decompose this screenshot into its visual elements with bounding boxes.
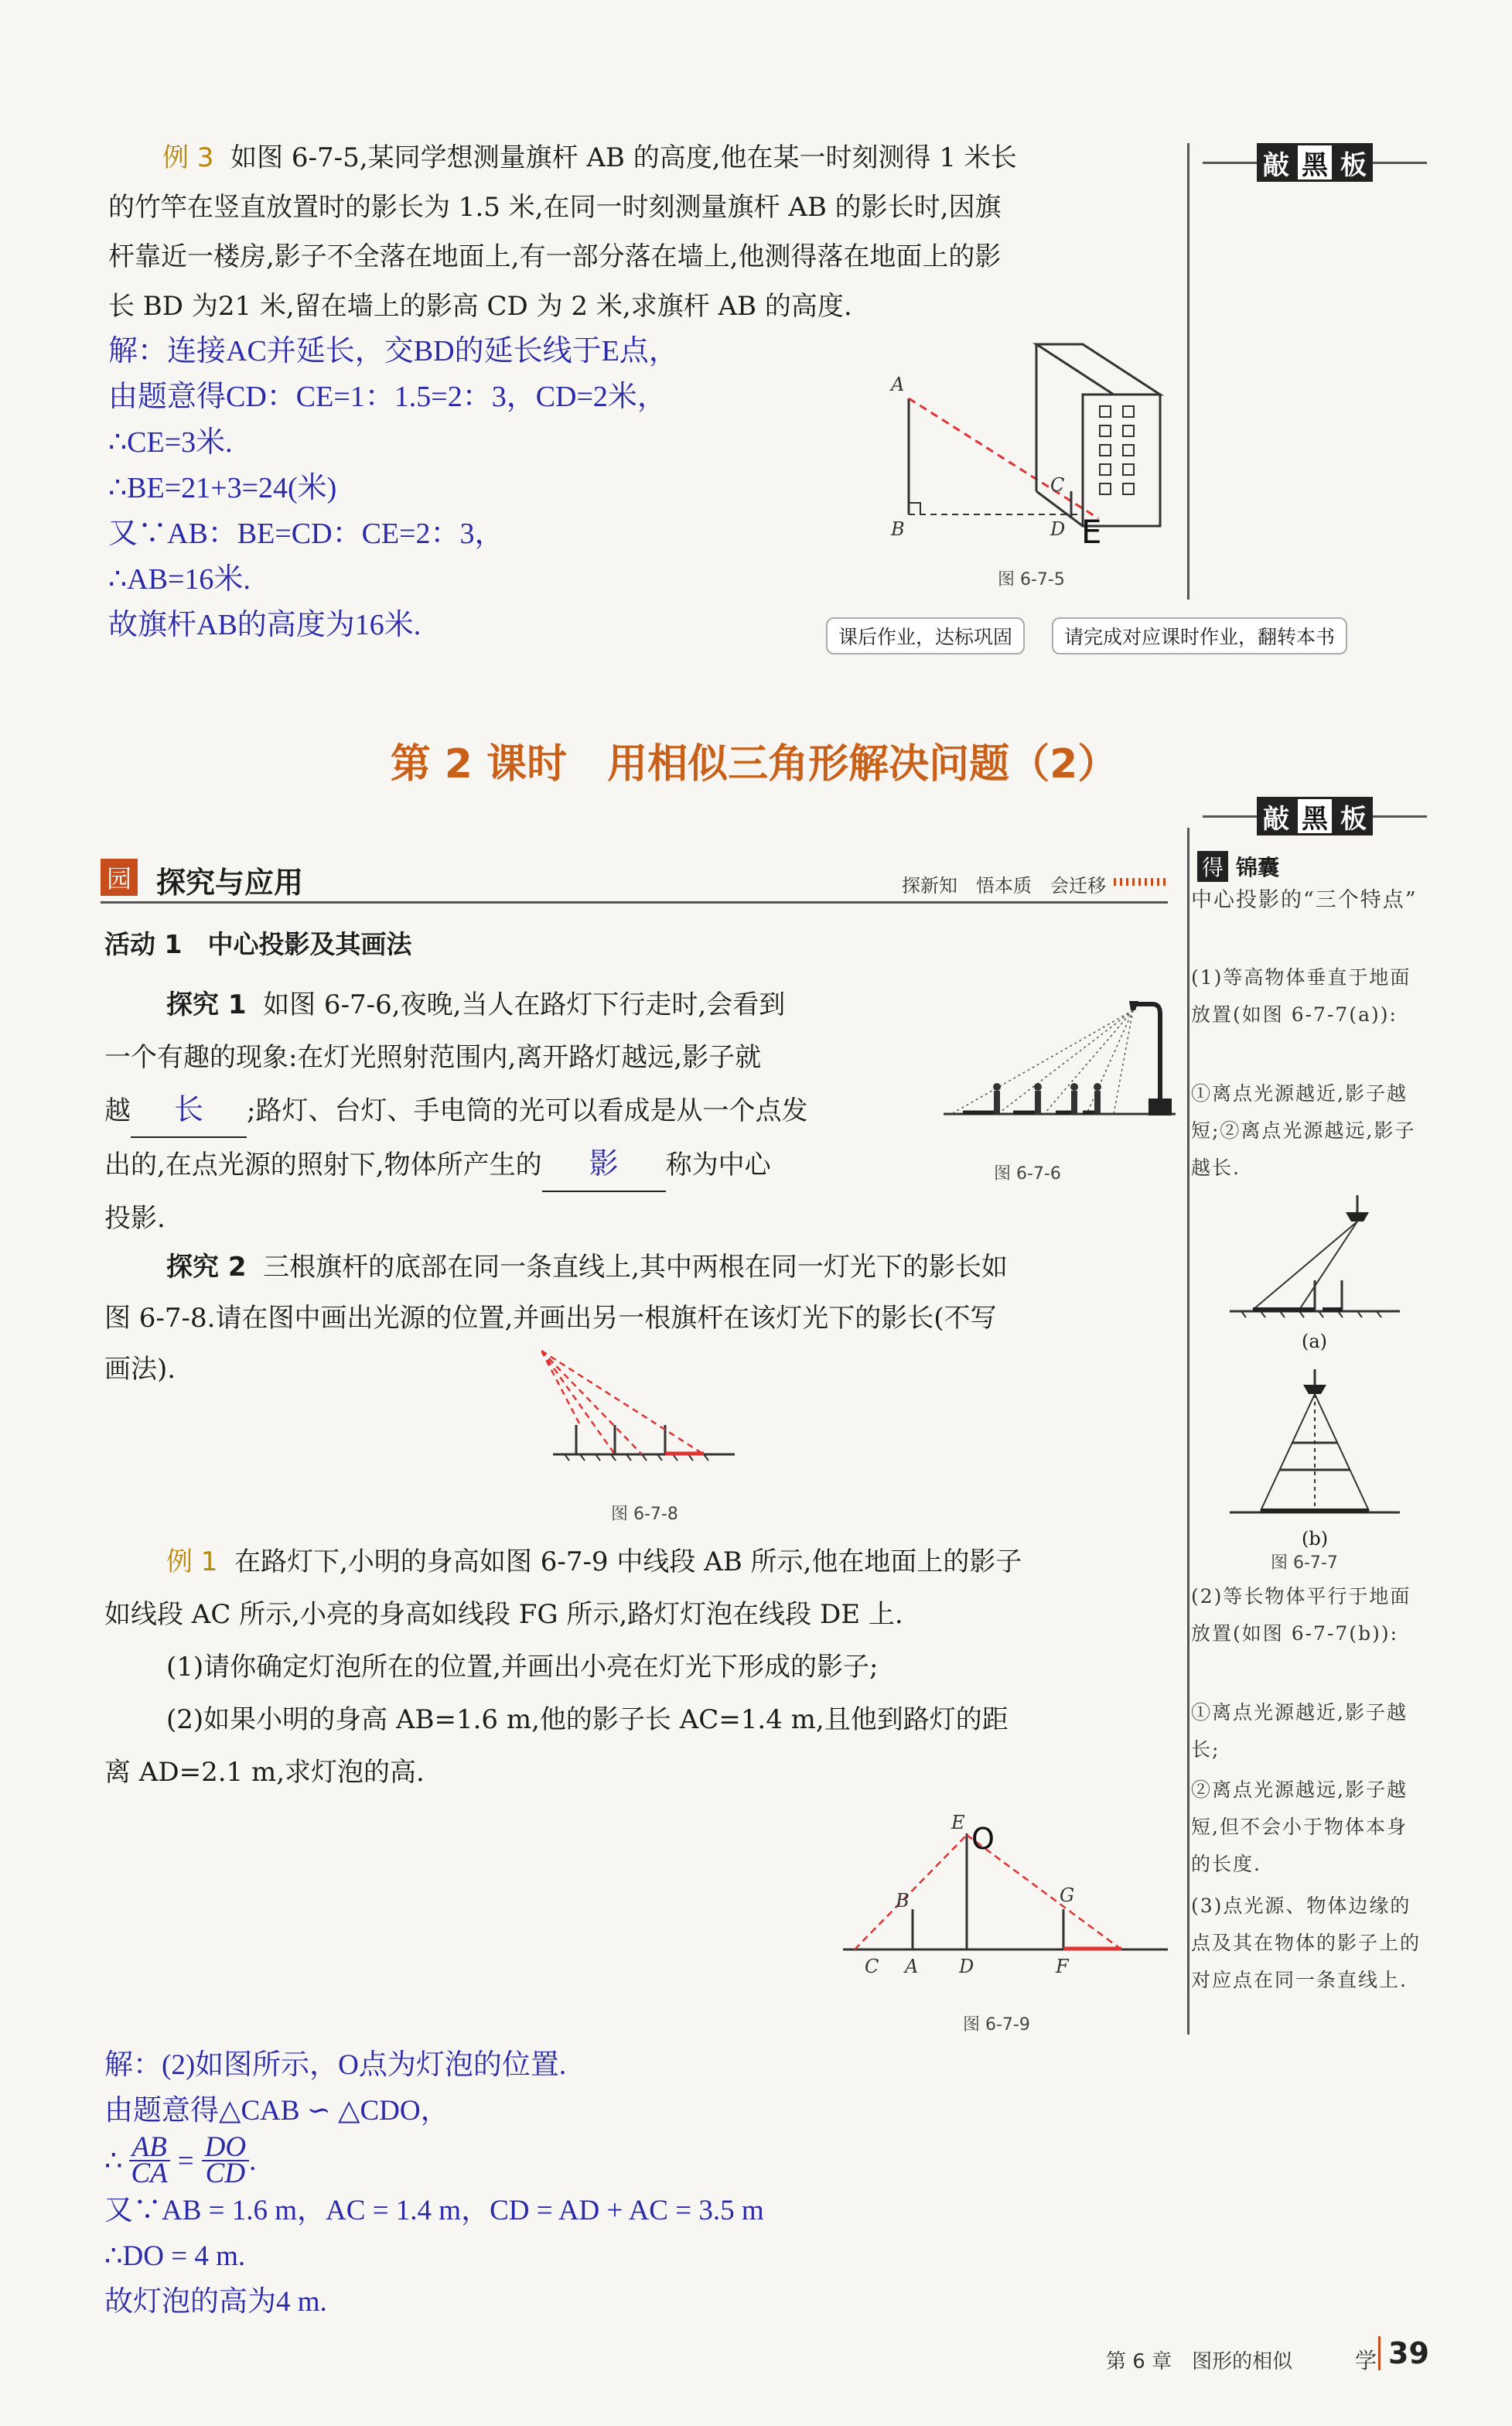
example1-question2: (2)如果小明的身高 AB=1.6 m,他的影子长 AC=1.4 m,且他到路灯的距 [166, 1704, 1009, 1735]
solution-line: ∴BE=21+3=24(米) [108, 472, 337, 504]
figure-6-7-6-caption: 图 6-7-6 [994, 1164, 1061, 1184]
knock-char: 黑 [1295, 797, 1334, 835]
lesson-title: 第 2 课时 用相似三角形解决问题（2） [390, 741, 1118, 788]
solution-line: 又∵AB = 1.6 m，AC = 1.4 m，CD = AD + AC = 3.5 m [104, 2195, 764, 2226]
example1-problem [104, 1536, 1172, 1799]
figure-6-7-5 [874, 333, 1183, 603]
blank-2: 影 [542, 1138, 666, 1192]
frac-den: CD [205, 2158, 246, 2189]
label-A: A [905, 1956, 919, 1977]
explore1-line: 一个有趣的现象:在灯光照射范围内,离开路灯越远,影子就 [104, 1042, 762, 1073]
explore2-line: 图 6-7-8.请在图中画出光源的位置,并画出另一根旗杆在该灯光下的影长(不写 [104, 1303, 997, 1334]
fig-a-label: (a) [1302, 1331, 1328, 1352]
homework-note: 请完成对应课时作业，翻转本书 [1052, 617, 1347, 654]
knock-board-top [1203, 143, 1427, 182]
figure-6-7-6 [936, 990, 1183, 1129]
example3-problem [108, 133, 1176, 331]
figure-6-7-5-caption: 图 6-7-5 [998, 570, 1065, 589]
solution-line: 又∵AB：BE=CD：CE=2：3， [108, 518, 504, 550]
label-C: C [865, 1956, 879, 1977]
knock-char: 板 [1334, 797, 1373, 835]
tips-p1b: ①离点光源越近,影子越短;②离点光源越远,影子越长. [1191, 1082, 1416, 1179]
solution-line: 解：(2)如图所示，O点为灯泡的位置. [104, 2049, 567, 2081]
solution-line: ∴AB=16米. [108, 563, 251, 596]
solution-line [104, 2131, 1172, 2189]
example1-solution [104, 2042, 1172, 2325]
example3-line1: 如图 6-7-5,某同学想测量旗杆 AB 的高度,他在某一时刻测得 1 米长 [230, 142, 1017, 173]
example1-line: 在路灯下,小明的身高如图 6-7-9 中线段 AB 所示,他在地面上的影子 [234, 1546, 1022, 1577]
explore1-line: 投影. [104, 1203, 166, 1234]
homework-pill: 课后作业，达标巩固 [826, 617, 1025, 654]
explore1-line: 出的,在点光源的照射下,物体所产生的 [104, 1150, 542, 1181]
frac-den: CA [131, 2158, 168, 2189]
solution-line: ∴CE=3米. [108, 426, 233, 459]
label-E: E [951, 1812, 965, 1833]
example1-question2: 离 AD=2.1 m,求灯泡的高. [104, 1757, 425, 1788]
figure-6-7-7b [1222, 1369, 1408, 1532]
figure-6-7-8 [541, 1346, 742, 1470]
explore1-line: 称为中心 [665, 1150, 771, 1181]
tips-p2: (2)等长物体平行于地面放置(如图 6-7-7(b)): [1191, 1585, 1411, 1645]
page-number: 39 [1378, 2336, 1429, 2370]
tips-p2a: ①离点光源越近,影子越长; [1191, 1701, 1408, 1761]
figure-6-7-9-caption: 图 6-7-9 [963, 2015, 1030, 2035]
section-title: 探究与应用 [156, 866, 304, 900]
knock-board-bottom [1203, 797, 1427, 835]
frac-num: AB [129, 2135, 170, 2161]
explore1 [104, 979, 909, 1245]
solution-line: 解：连接AC并延长，交BD的延长线于E点， [108, 335, 678, 367]
label-B: B [896, 1890, 910, 1912]
section-header [101, 855, 1168, 904]
solution-line: 故灯泡的高为4 m. [104, 2286, 327, 2318]
tips-header [1197, 851, 1279, 882]
period: . [249, 2144, 257, 2177]
tips-p1: (1)等高物体垂直于地面放置(如图 6-7-7(a)): [1191, 966, 1411, 1026]
explore1-line: 如图 6-7-6,夜晚,当人在路灯下行走时,会看到 [263, 989, 786, 1020]
explore1-label: 探究 1 [166, 989, 247, 1020]
sidebar-rule [1187, 828, 1189, 2035]
solution-line: 由题意得△CAB ∽ △CDO， [104, 2095, 449, 2127]
tips-title: 锦囊 [1236, 855, 1280, 880]
example3-line2: 的竹竿在竖直放置时的影长为 1.5 米,在同一时刻测量旗杆 AB 的影长时,因旗 [108, 192, 1002, 223]
example1-line: 如线段 AC 所示,小亮的身高如线段 FG 所示,路灯灯泡在线段 DE 上. [104, 1599, 903, 1630]
sidebar-rule [1187, 143, 1189, 600]
figure-6-7-9 [835, 1810, 1176, 1996]
blank-1: 长 [131, 1084, 247, 1138]
figure-6-7-7-caption: 图 6-7-7 [1271, 1553, 1338, 1573]
section-tagline: 探新知 悟本质 会迁移 [902, 875, 1106, 897]
solution-line: 故旗杆AB的高度为16米. [108, 609, 422, 641]
label-E: E [1081, 513, 1102, 551]
explore1-line: 越 [104, 1095, 131, 1126]
equals-sign: = [177, 2144, 194, 2177]
knock-char: 黑 [1295, 143, 1334, 182]
example1-question1: (1)请你确定灯泡所在的位置,并画出小亮在灯光下形成的影子; [166, 1652, 879, 1683]
explore2-line: 三根旗杆的底部在同一条直线上,其中两根在同一灯光下的影长如 [263, 1252, 1008, 1283]
solution-line: 由题意得CD：CE=1：1.5=2：3，CD=2米， [108, 381, 667, 413]
footer-chapter: 第 6 章 图形的相似 [1106, 2350, 1293, 2373]
label-O: O [971, 1822, 995, 1856]
label-B: B [891, 518, 905, 540]
explore2-line: 画法). [104, 1354, 176, 1385]
frac-num: DO [202, 2135, 249, 2161]
explore2-label: 探究 2 [166, 1252, 247, 1283]
example3-line4: 长 BD 为21 米,留在墙上的影高 CD 为 2 米,求旗杆 AB 的高度. [108, 291, 852, 322]
label-C: C [1050, 474, 1065, 496]
section-icon: 园 [101, 859, 138, 896]
tips-p2b: ②离点光源越远,影子越短,但不会小于物体本身的长度. [1191, 1778, 1408, 1875]
knock-char: 敲 [1257, 143, 1295, 182]
fig-b-label: (b) [1302, 1528, 1329, 1550]
knock-char: 板 [1334, 143, 1373, 182]
tips-intro: 中心投影的“三个特点” [1191, 888, 1418, 912]
label-G: G [1060, 1884, 1075, 1906]
fraction-do-cd [202, 2131, 249, 2189]
example3-solution [108, 329, 843, 648]
figure-6-7-7a [1222, 1195, 1408, 1334]
footer-subject: 学 [1355, 2348, 1377, 2373]
label-D: D [1050, 518, 1066, 540]
example3-label: 例 3 [162, 142, 214, 173]
label-F: F [1056, 1956, 1069, 1977]
fraction-ab-ca [129, 2131, 170, 2189]
activity1-title: 活动 1 中心投影及其画法 [104, 929, 412, 959]
example3-line3: 杆靠近一楼房,影子不全落在地面上,有一部分落在墙上,他测得落在地面上的影 [108, 241, 1002, 272]
therefore-symbol: ∴ [104, 2144, 123, 2177]
knock-char: 敲 [1257, 797, 1295, 835]
tips-p3: (3)点光源、物体边缘的点及其在物体的影子上的对应点在同一条直线上. [1191, 1895, 1422, 1991]
figure-6-7-8-caption: 图 6-7-8 [611, 1505, 678, 1524]
label-A: A [891, 374, 905, 395]
tips-icon: 得 [1197, 851, 1228, 882]
explore1-line: ;路灯、台灯、手电筒的光可以看成是从一个点发 [247, 1095, 808, 1126]
tagline-dots [1114, 878, 1168, 886]
label-D: D [959, 1956, 974, 1977]
solution-line: ∴DO = 4 m. [104, 2240, 246, 2272]
example1-label: 例 1 [166, 1546, 218, 1577]
